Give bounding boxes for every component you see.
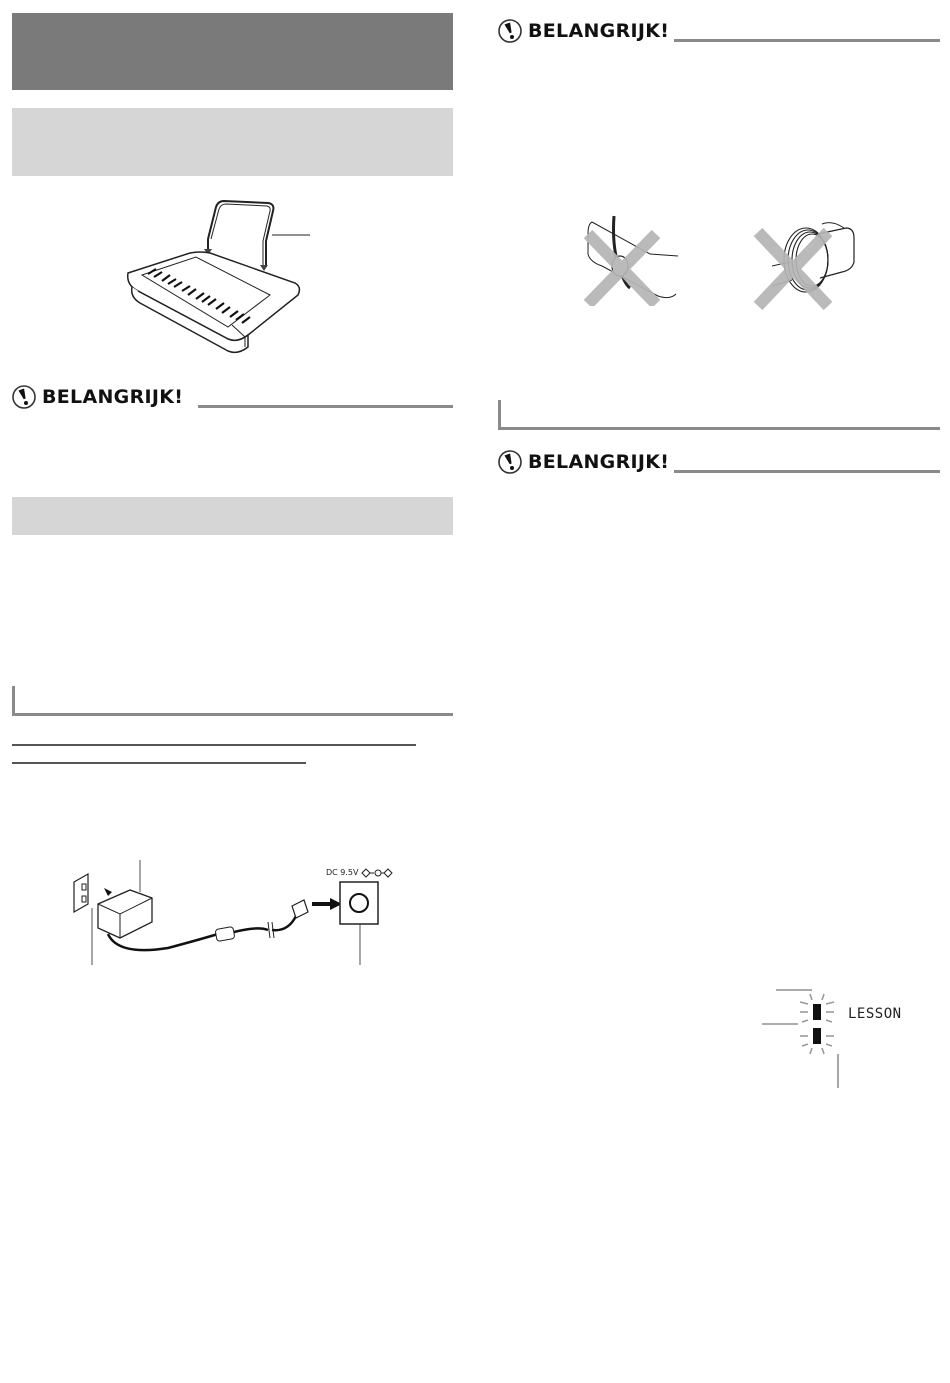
subsection-header-right xyxy=(498,400,940,430)
underline-2 xyxy=(12,762,306,764)
warning-label: BELANGRIJK! xyxy=(528,20,670,42)
exclamation-badge-icon xyxy=(498,19,522,43)
chapter-header-bar xyxy=(12,13,453,90)
warning-heading-3 xyxy=(498,450,940,476)
warning-label: BELANGRIJK! xyxy=(42,386,184,408)
section-header-bar-power xyxy=(12,497,453,535)
warning-rule xyxy=(198,405,453,408)
section-header-bar-stand xyxy=(12,108,453,176)
cord-wrap-prohibited-figure xyxy=(750,214,860,310)
warning-rule xyxy=(674,470,940,473)
warning-heading-1 xyxy=(12,385,453,411)
warning-rule xyxy=(674,39,940,42)
exclamation-badge-icon xyxy=(498,450,522,474)
jack-label: DC 9.5V xyxy=(326,868,359,877)
lesson-display-figure xyxy=(760,984,920,1089)
exclamation-badge-icon xyxy=(12,385,36,409)
subsection-header-left xyxy=(12,686,453,716)
blinking-indicator-drawing xyxy=(760,984,850,1089)
underline-1 xyxy=(12,744,416,746)
cord-bend-prohibited-figure xyxy=(578,214,688,306)
warning-label: BELANGRIJK! xyxy=(528,451,670,473)
keyboard-stand-figure xyxy=(120,195,330,360)
lesson-indicator-label: LESSON xyxy=(848,1006,902,1022)
warning-heading-2 xyxy=(498,19,940,45)
adapter-figure xyxy=(68,860,398,965)
